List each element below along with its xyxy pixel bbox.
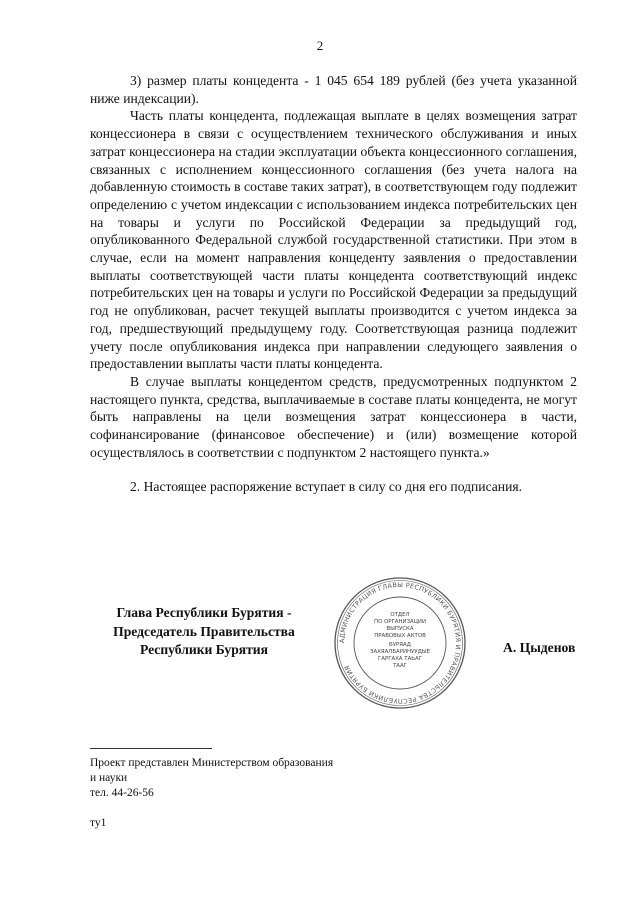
- paragraph-indexation: Часть платы концедента, подлежащая выплате в целях возмещения затрат концессионера в связи с осуществлением технического обслуживания и иных затрат концессионера на стадии эксплуатации объекта концессионного соглашения, связанных с исполнением концессионного соглашения (без учета налога на добавленную стоимость в составе таких затрат), в соответствующем году подлежит определению с учетом индексации с использованием индекса потребительских цен на товары и услуги по Российской Федерации за предыдущий год, опубликованного Федеральной службой государственной статистики. При этом в случае, если на момент направления концеденту заявления о предоставлении выплаты соответствующей части платы концедента соответствующий индекс потребительских цен на товары и услуги по Российской Федерации за предыдущий год не опубликован, расчет текущей выплаты производится с учетом индекса за год, предшествующий предыдущему году. Соответствующая разница подлежит учету после опубликования индекса при направлении следующего заявления о предоставлении выплаты части платы концедента.: [90, 108, 577, 372]
- paragraph-cofinancing: В случае выплаты концедентом средств, предусмотренных подпунктом 2 настоящего пункта, средства, выплачиваемые в составе платы концедента, не могут быть направлены на цели возмещения затрат концессионера в части, софинансирование (финансовое обеспечение) и (или) возмещение которой осуществлялось в соответствии с подпунктом 2 настоящего пункта.»: [90, 373, 577, 460]
- seal-line-2: ПО ОРГАНИЗАЦИИ: [374, 619, 426, 625]
- seal-line-7: ГАРГАХА ТАЬАГ: [378, 656, 422, 662]
- seal-line-5: БУРЯАД: [389, 642, 411, 648]
- signatory-title: [86, 604, 322, 660]
- signatory-title-line1: Глава Республики Бурятия -: [116, 605, 292, 620]
- signatory-name: А. Цыденов: [503, 640, 576, 655]
- seal-line-1: ОТДЕЛ: [390, 612, 410, 618]
- page-number: 2: [316, 38, 324, 53]
- footnote-phone: тел. 44-26-56: [90, 787, 154, 799]
- document-body: [90, 72, 577, 496]
- seal-line-4: ПРАВОВЫХ АКТОВ: [374, 633, 426, 639]
- footnote-line-2: и науки: [90, 772, 128, 784]
- seal-line-6: ЗАХЯАЛБАРИНУУДЫЕ: [370, 649, 430, 655]
- paragraph-effective-date: 2. Настоящее распоряжение вступает в силу со дня его подписания.: [130, 479, 523, 495]
- seal-line-3: ВЫПУСКА: [386, 626, 414, 632]
- seal-line-8: ТААГ: [393, 663, 407, 669]
- official-seal: [333, 576, 467, 710]
- seal-outer-ring-text: АДМИНИСТРАЦИЯ ГЛАВЫ РЕСПУБЛИКИ БУРЯТИЯ И ПРАВИТЕЛЬСТВА РЕСПУБЛИКИ БУРЯТИЯ: [337, 580, 463, 706]
- paragraph-payment-amount: 3) размер платы концедента - 1 045 654 189 рублей (без учета указанной ниже индексации).: [90, 73, 577, 106]
- signatory-title-line3: Республики Бурятия: [139, 642, 268, 657]
- signatory-title-line2: Председатель Правительства: [113, 623, 295, 639]
- footnote: [90, 756, 333, 801]
- executor-initials: ту1: [90, 817, 107, 829]
- footnote-divider: [90, 748, 212, 749]
- footnote-line-1: Проект представлен Министерством образования: [90, 757, 334, 769]
